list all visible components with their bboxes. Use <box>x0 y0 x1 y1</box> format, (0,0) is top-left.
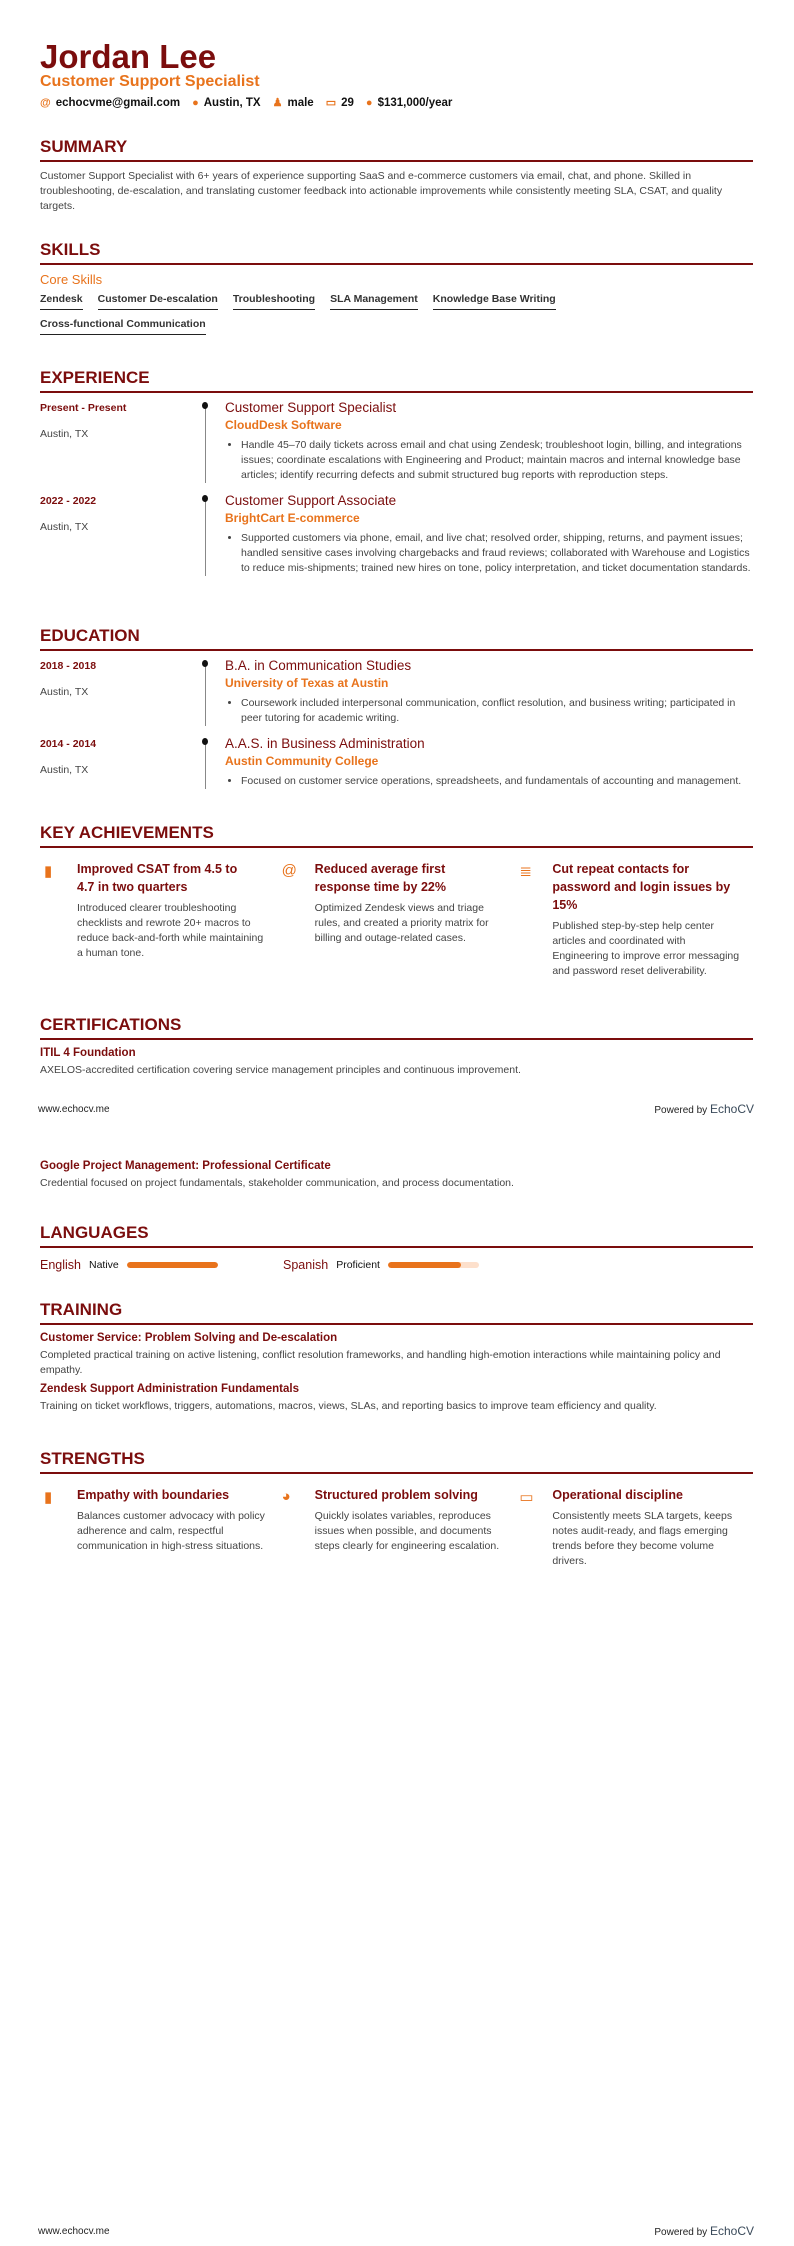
list-icon: ≣ <box>519 863 532 880</box>
section-heading: SKILLS <box>40 240 753 265</box>
achievement-text: Optimized Zendesk views and triage rules, and created a priority matrix for billing and outage-related cases. <box>314 902 489 944</box>
entry-school: University of Texas at Austin <box>225 676 389 690</box>
person-icon: ♟ <box>272 97 283 109</box>
timeline-line <box>205 740 206 789</box>
at-icon: @ <box>40 96 51 109</box>
file-icon: ▮ <box>44 863 53 880</box>
entry-bullet: • Coursework included interpersonal communication, conflict resolution, and business writing; participated in peer tutoring for academic writing. <box>241 696 753 726</box>
achievement-title: Reduced average first response time by 22% <box>314 862 446 894</box>
contact-location: ● Austin, TX <box>192 96 261 109</box>
entry-location: Austin, TX <box>40 521 89 533</box>
money-icon: ● <box>365 96 373 109</box>
section-heading: EXPERIENCE <box>40 368 753 393</box>
certification-title: Google Project Management: Professional Certificate <box>40 1160 331 1172</box>
section-heading: EDUCATION <box>40 626 753 651</box>
skill-group-label: Core Skills <box>40 272 103 287</box>
contact-age: ▭ 29 <box>325 97 354 109</box>
entry-bullet: • Supported customers via phone, email, and live chat; resolved order, shipping, returns, and payment issues; handled sensitive cases involving chargebacks and fraud reviews; collaborated with Warehouse and Logistics to reduce mis-shipments; trained new hires on tone, policy interpretation, and ticket documentation standards. <box>241 531 753 576</box>
section-heading: CERTIFICATIONS <box>40 1015 753 1040</box>
section-heading: LANGUAGES <box>40 1223 753 1248</box>
timeline-dot <box>202 738 208 745</box>
strength-title: Structured problem solving <box>314 1488 478 1502</box>
strength-text: Consistently meets SLA targets, keeps notes audit-ready, and flags emerging trends before they become volume drivers. <box>552 1510 733 1567</box>
footer-site-link[interactable]: www.echocv.me <box>38 1104 110 1115</box>
proficiency-fill <box>127 1262 218 1268</box>
footer-site-link[interactable]: www.echocv.me <box>38 2226 110 2237</box>
certification-entry <box>40 1160 753 1191</box>
language-level: Proficient <box>336 1259 380 1271</box>
proficiency-bar <box>388 1262 479 1268</box>
timeline-line <box>205 497 206 576</box>
timeline-dot <box>202 660 208 667</box>
pie-chart-icon: ◕ <box>281 1488 291 1505</box>
strength-text: Quickly isolates variables, reproduces issues when possible, and documents steps clearly for engineering escalation. <box>314 1510 500 1552</box>
timeline-line <box>205 404 206 483</box>
entry-location: Austin, TX <box>40 428 89 440</box>
language-item <box>283 1258 526 1272</box>
summary-section <box>40 137 753 214</box>
entry-org: CloudDesk Software <box>225 418 342 432</box>
echocv-logo: EchoCV <box>709 2224 754 2238</box>
strength-title: Empathy with boundaries <box>77 1488 230 1502</box>
timeline-line <box>205 662 206 726</box>
certification-text: AXELOS-accredited certification covering service management principles and continuous improvement. <box>40 1064 521 1076</box>
timeline-dot <box>202 495 208 502</box>
entry-date: 2014 - 2014 <box>40 738 97 750</box>
strength-card <box>278 1486 516 1569</box>
education-entry <box>40 736 753 789</box>
entry-org: BrightCart E-commerce <box>225 511 360 525</box>
training-text: Completed practical training on active listening, conflict resolution frameworks, and handling high-emotion interactions while maintaining policy and empathy. <box>40 1349 721 1376</box>
certification-title: ITIL 4 Foundation <box>40 1047 136 1059</box>
footer-powered-by[interactable]: Powered by EchoCV <box>654 2224 754 2238</box>
achievement-text: Published step-by-step help center articles and coordinated with Engineering to improve error messaging and password reset deliverability. <box>552 920 740 977</box>
achievement-card <box>515 860 753 979</box>
achievement-title: Improved CSAT from 4.5 to 4.7 in two quarters <box>77 862 238 894</box>
entry-date: Present - Present <box>40 402 127 414</box>
training-text: Training on ticket workflows, triggers, automations, macros, views, SLAs, and reporting basics to improve team efficiency and quality. <box>40 1400 657 1412</box>
contact-email[interactable]: @ echocvme@gmail.com <box>40 96 181 109</box>
skill-tag: Cross-functional Communication <box>40 318 206 335</box>
candidate-name: Jordan Lee <box>40 38 217 75</box>
skills-section <box>40 240 753 335</box>
experience-entry <box>40 493 753 576</box>
footer-powered-by[interactable]: Powered by EchoCV <box>654 1102 754 1116</box>
achievements-section <box>40 823 753 979</box>
certifications-section <box>40 1015 753 1078</box>
strengths-section <box>40 1449 753 1569</box>
contact-gender: ♟ male <box>272 97 314 109</box>
education-entry <box>40 658 753 726</box>
skill-tag: Troubleshooting <box>233 293 315 310</box>
clipboard-icon: ▮ <box>44 1489 53 1506</box>
achievement-card <box>278 860 516 979</box>
location-pin-icon: ● <box>192 96 199 109</box>
section-heading: KEY ACHIEVEMENTS <box>40 823 753 848</box>
entry-school: Austin Community College <box>225 754 379 768</box>
timeline-dot <box>202 402 208 409</box>
at-icon: @ <box>281 862 297 879</box>
certification-text: Credential focused on project fundamentals, stakeholder communication, and process documentation. <box>40 1177 514 1189</box>
strength-card <box>40 1486 278 1569</box>
summary-text: Customer Support Specialist with 6+ years of experience supporting SaaS and e-commerce customers via email, chat, and phone. Skilled in troubleshooting, de-escalation, and translating customer feedback into actionable improvements while consistently meeting SLA, CSAT, and quality targets. <box>40 170 723 212</box>
achievement-card <box>40 860 278 979</box>
achievement-text: Introduced clearer troubleshooting checklists and rewrote 20+ macros to reduce back-and-forth while maintaining a human tone. <box>77 902 264 959</box>
training-section <box>40 1300 753 1414</box>
section-heading: SUMMARY <box>40 137 753 162</box>
entry-degree: B.A. in Communication Studies <box>225 658 412 673</box>
contact-salary: ● $131,000/year <box>365 96 453 109</box>
proficiency-fill <box>388 1262 461 1268</box>
entry-role: Customer Support Specialist <box>225 400 397 415</box>
language-level: Native <box>89 1259 119 1271</box>
entry-degree: A.A.S. in Business Administration <box>225 736 425 751</box>
training-title: Customer Service: Problem Solving and De-escalation <box>40 1332 338 1344</box>
experience-section <box>40 368 753 586</box>
education-section <box>40 626 753 799</box>
proficiency-bar <box>127 1262 218 1268</box>
section-heading: TRAINING <box>40 1300 753 1325</box>
languages-section <box>40 1223 753 1272</box>
skill-tag: Knowledge Base Writing <box>433 293 556 310</box>
experience-entry <box>40 400 753 483</box>
strength-title: Operational discipline <box>552 1488 683 1502</box>
entry-location: Austin, TX <box>40 764 89 776</box>
language-item <box>40 1258 283 1272</box>
entry-date: 2022 - 2022 <box>40 495 97 507</box>
skill-tag: Customer De-escalation <box>98 293 218 310</box>
entry-role: Customer Support Associate <box>225 493 397 508</box>
language-name: Spanish <box>283 1258 329 1272</box>
entry-bullet: • Handle 45–70 daily tickets across email and chat using Zendesk; troubleshoot login, billing, and integrations issues; coordinate escalations with Engineering and Product; maintain macros and internal knowledge base articles; identify recurring defects and submit structured bug reports with reproduction steps. <box>241 438 753 483</box>
training-title: Zendesk Support Administration Fundamentals <box>40 1383 299 1395</box>
strength-text: Balances customer advocacy with policy adherence and calm, respectful communication in high-stress situations. <box>77 1510 265 1552</box>
achievement-title: Cut repeat contacts for password and login issues by 15% <box>552 862 731 912</box>
monitor-icon: ▭ <box>519 1489 534 1506</box>
entry-bullet: • Focused on customer service operations, spreadsheets, and fundamentals of accounting and management. <box>241 774 753 789</box>
section-heading: STRENGTHS <box>40 1449 753 1474</box>
contact-row <box>40 96 452 109</box>
calendar-icon: ▭ <box>325 97 337 109</box>
strength-card <box>515 1486 753 1569</box>
job-title: Customer Support Specialist <box>40 73 260 90</box>
entry-date: 2018 - 2018 <box>40 660 97 672</box>
echocv-logo: EchoCV <box>709 1102 754 1116</box>
entry-location: Austin, TX <box>40 686 89 698</box>
skill-tag: SLA Management <box>330 293 418 310</box>
language-name: English <box>40 1258 81 1272</box>
skill-tag: Zendesk <box>40 293 83 310</box>
